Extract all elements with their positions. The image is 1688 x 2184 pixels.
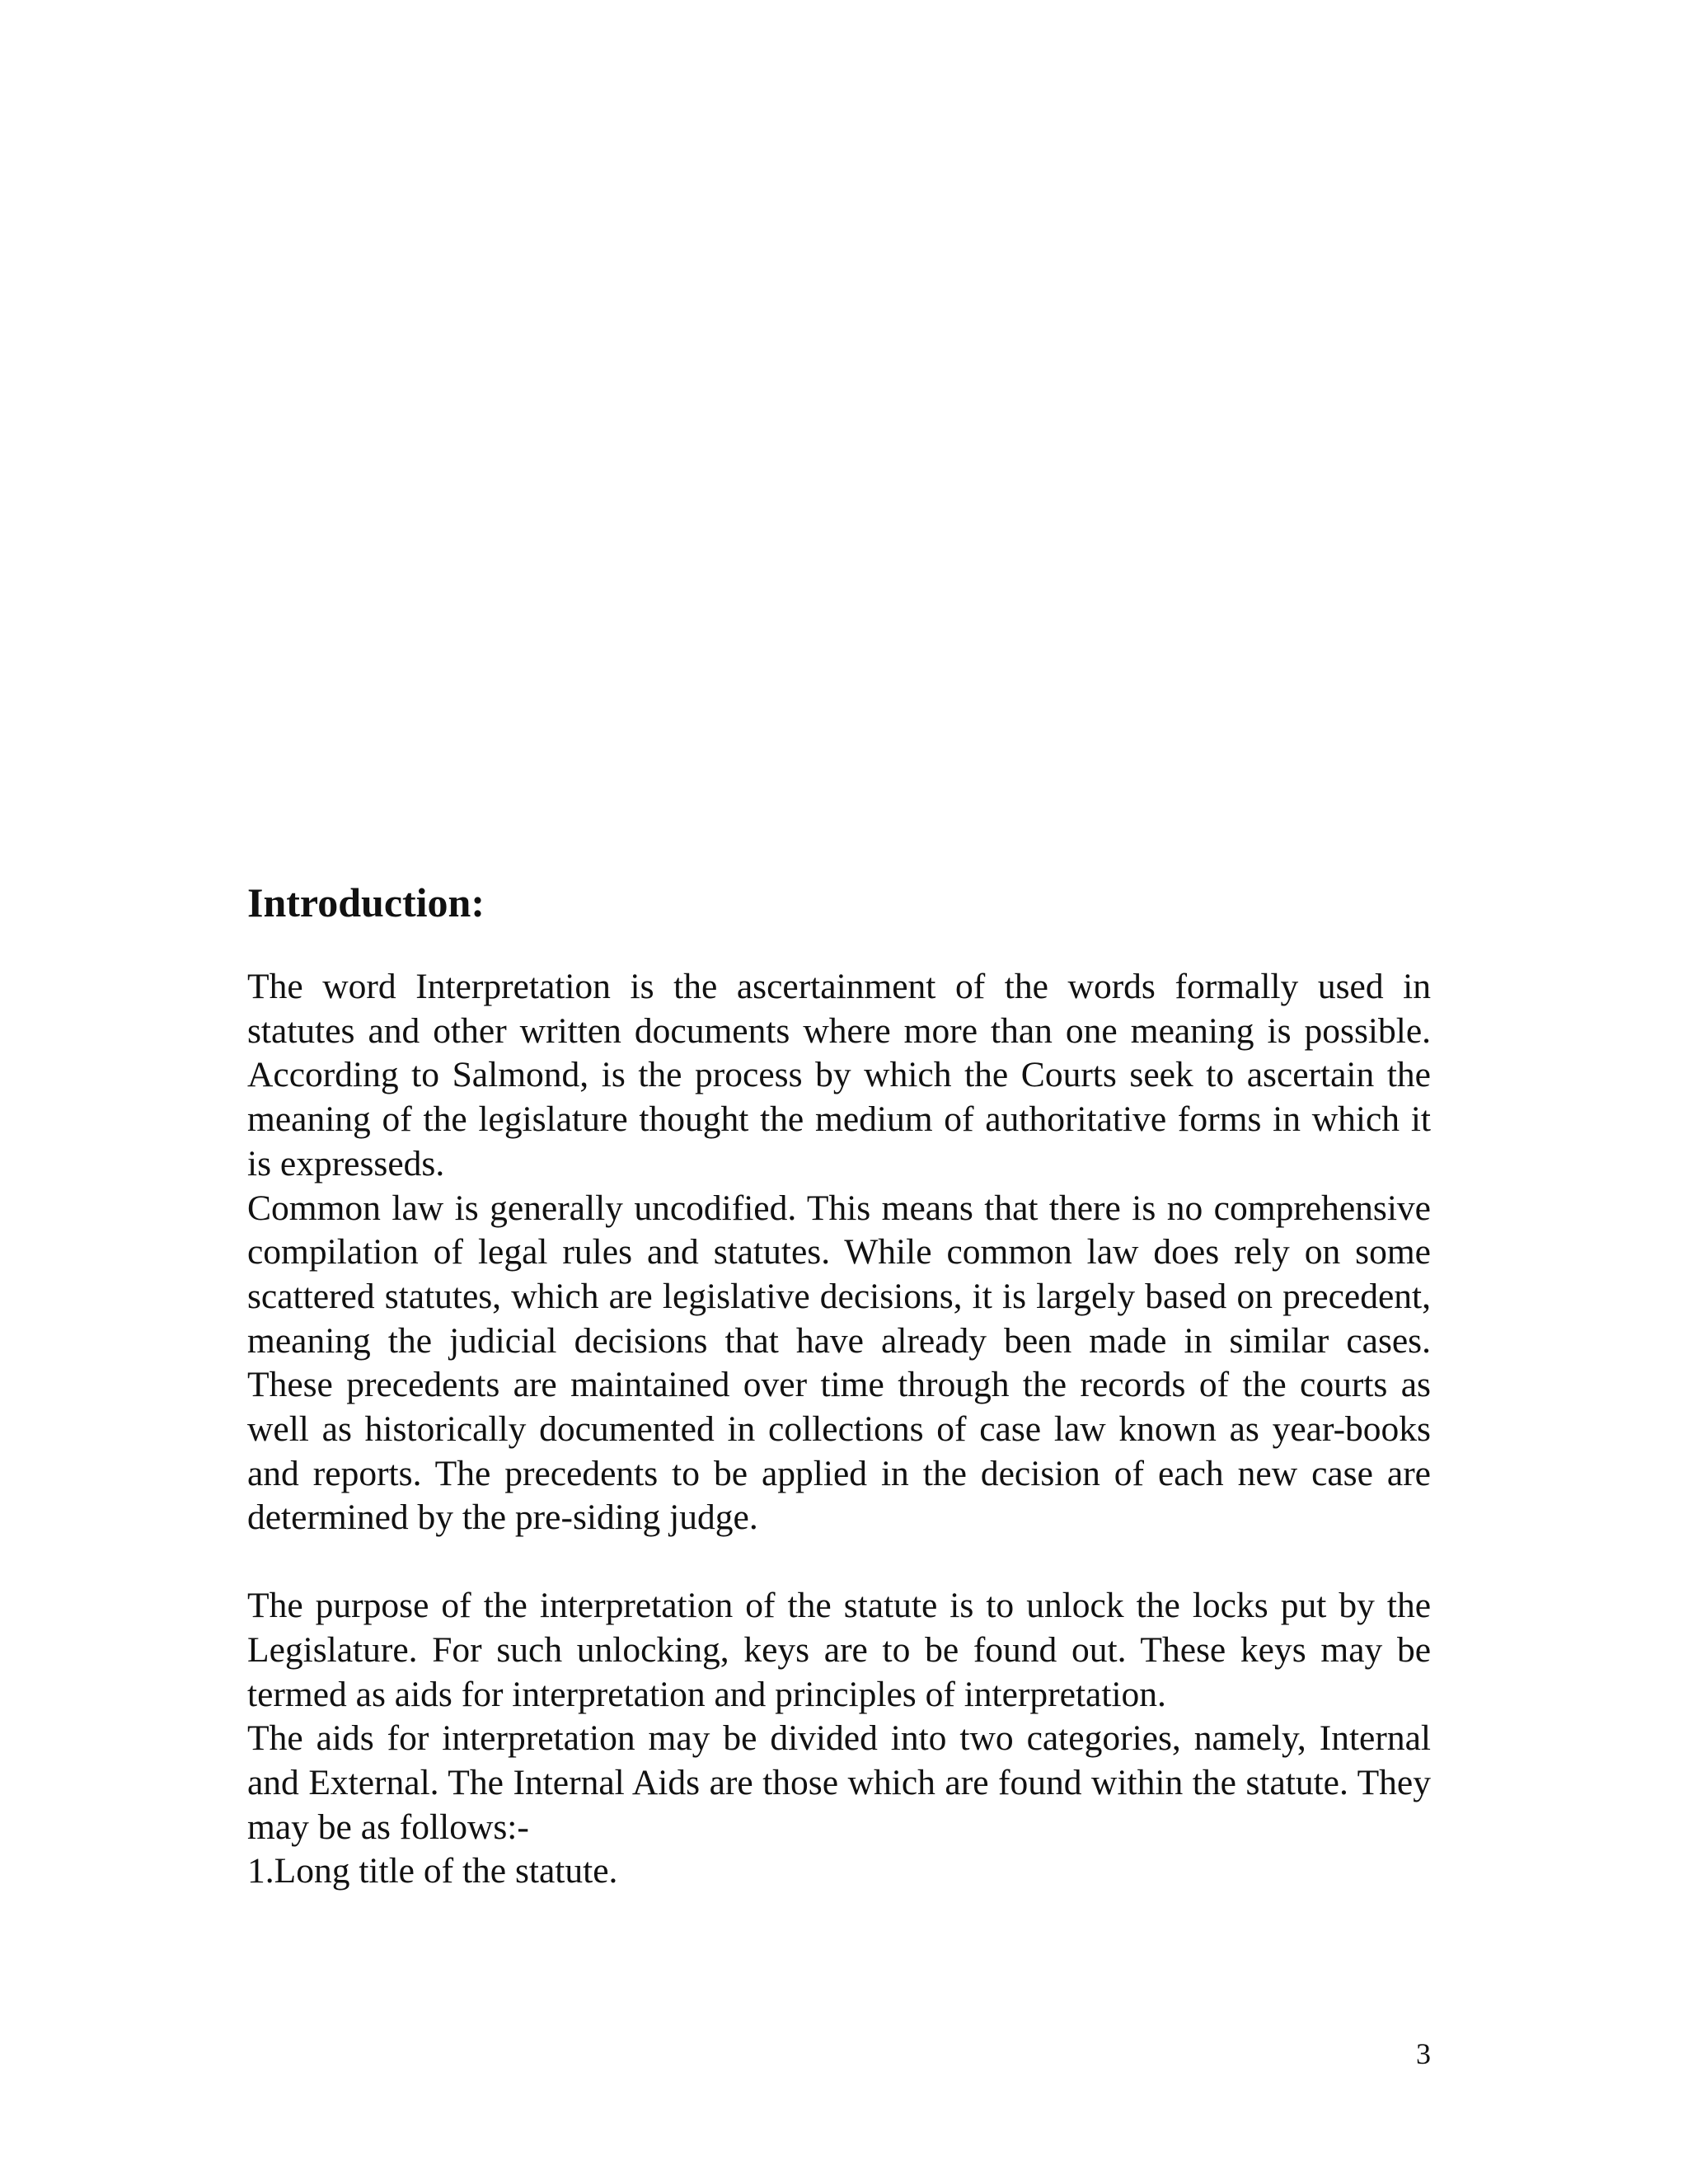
page-content	[247, 878, 1431, 1894]
section-heading: Introduction:	[247, 879, 485, 926]
paragraph-aids: The aids for interpretation may be divided into two categories, namely, Internal and External. The Internal Aids are those which are found within the statute. They may be as follows:-	[247, 1718, 1431, 1847]
paragraph-purpose: The purpose of the interpretation of the statute is to unlock the locks put by the Legislature. For such unlocking, keys are to be found out. These keys may be termed as aids for interpretation and principles of interpretation.	[247, 1586, 1431, 1714]
paragraph-common-law: Common law is generally uncodified. This means that there is no comprehensive compilation of legal rules and statutes. While common law does rely on some scattered statutes, which are legislative decisions, it is largely based on precedent, meaning the judicial decisions that have already been made in similar cases. These precedents are maintained over time through the records of the courts as well as historically documented in collections of case law known as year-books and reports. The precedents to be applied in the decision of each new case are determined by the pre-siding judge.	[247, 1188, 1431, 1538]
list-item-long-title: 1.Long title of the statute.	[247, 1851, 618, 1891]
paragraph-interpretation-definition: The word Interpretation is the ascertainment of the words formally used in statutes and other written documents where more than one meaning is possible. According to Salmond, is the process by which the Courts seek to ascertain the meaning of the legislature thought the medium of authoritative forms in which it is expresseds.	[247, 967, 1431, 1183]
page-number: 3	[1416, 2037, 1431, 2070]
